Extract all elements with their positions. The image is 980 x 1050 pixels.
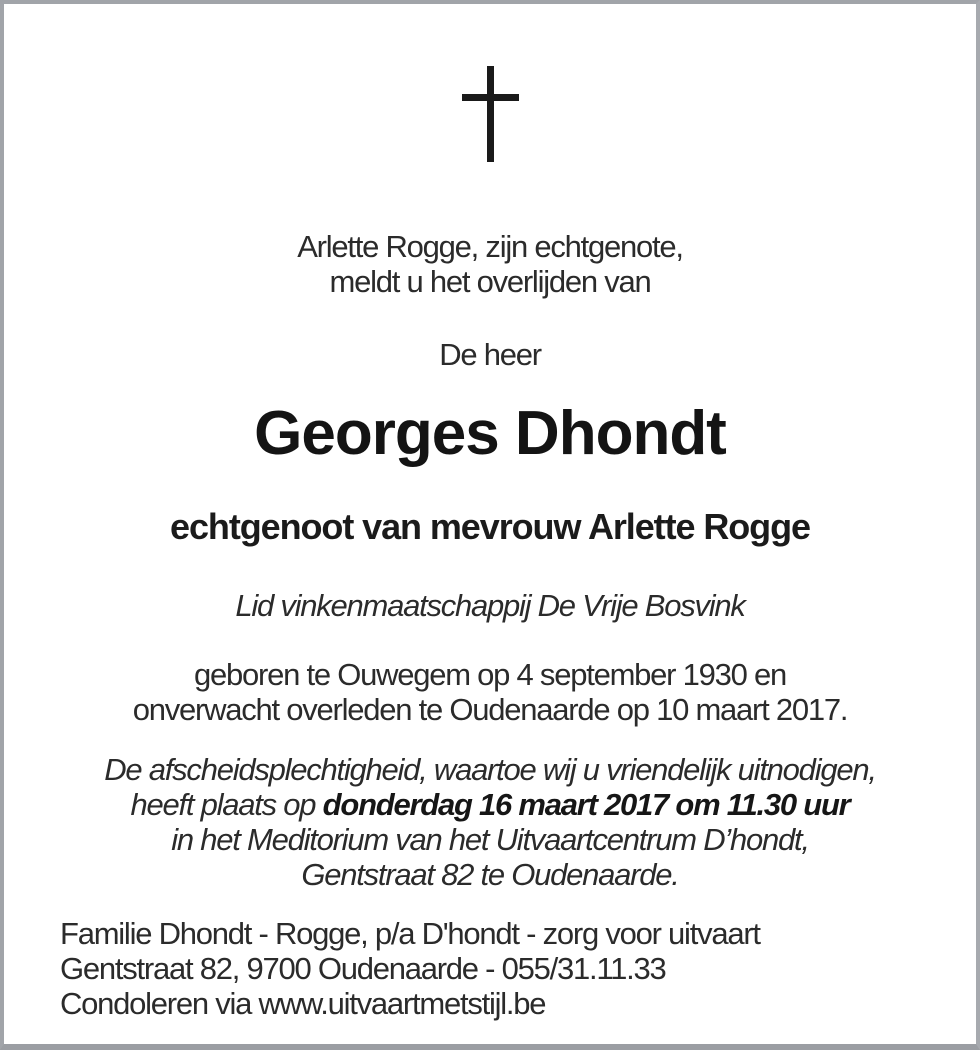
ceremony-line-2 — [4, 787, 976, 822]
birth-line: geboren te Ouwegem op 4 september 1930 en — [194, 657, 786, 692]
membership-line: Lid vinkenmaatschappij De Vrije Bosvink — [235, 588, 745, 623]
relation-line: echtgenoot van mevrouw Arlette Rogge — [170, 506, 810, 547]
ceremony-line-3: in het Meditorium van het Uitvaartcentrum D’hondt, — [171, 822, 809, 857]
contact-family-line: Familie Dhondt - Rogge, p/a D'hondt - zorg voor uitvaart — [60, 916, 760, 951]
cross-horizontal-bar — [462, 94, 519, 101]
contact-block — [60, 916, 940, 1021]
announcer-line-1: Arlette Rogge, zijn echtgenote, — [297, 229, 683, 264]
contact-address-line: Gentstraat 82, 9700 Oudenaarde - 055/31.11.33 — [60, 951, 666, 986]
deceased-name: Georges Dhondt — [254, 399, 726, 468]
ceremony-block — [4, 752, 976, 892]
life-dates-block — [4, 657, 976, 727]
salutation: De heer — [439, 337, 541, 372]
announcer-block — [4, 229, 976, 299]
ceremony-line-4: Gentstraat 82 te Oudenaarde. — [301, 857, 679, 892]
contact-condolence-line: Condoleren via www.uitvaartmetstijl.be — [60, 986, 546, 1021]
cross-vertical-bar — [487, 66, 494, 162]
ceremony-date-time: donderdag 16 maart 2017 om 11.30 uur — [322, 787, 850, 822]
ceremony-line-2-prefix: heeft plaats op — [130, 787, 323, 822]
death-line: onverwacht overleden te Oudenaarde op 10 maart 2017. — [132, 692, 848, 727]
announcer-line-2: meldt u het overlijden van — [329, 264, 651, 299]
ceremony-line-1: De afscheidsplechtigheid, waartoe wij u vriendelijk uitnodigen, — [104, 752, 876, 787]
